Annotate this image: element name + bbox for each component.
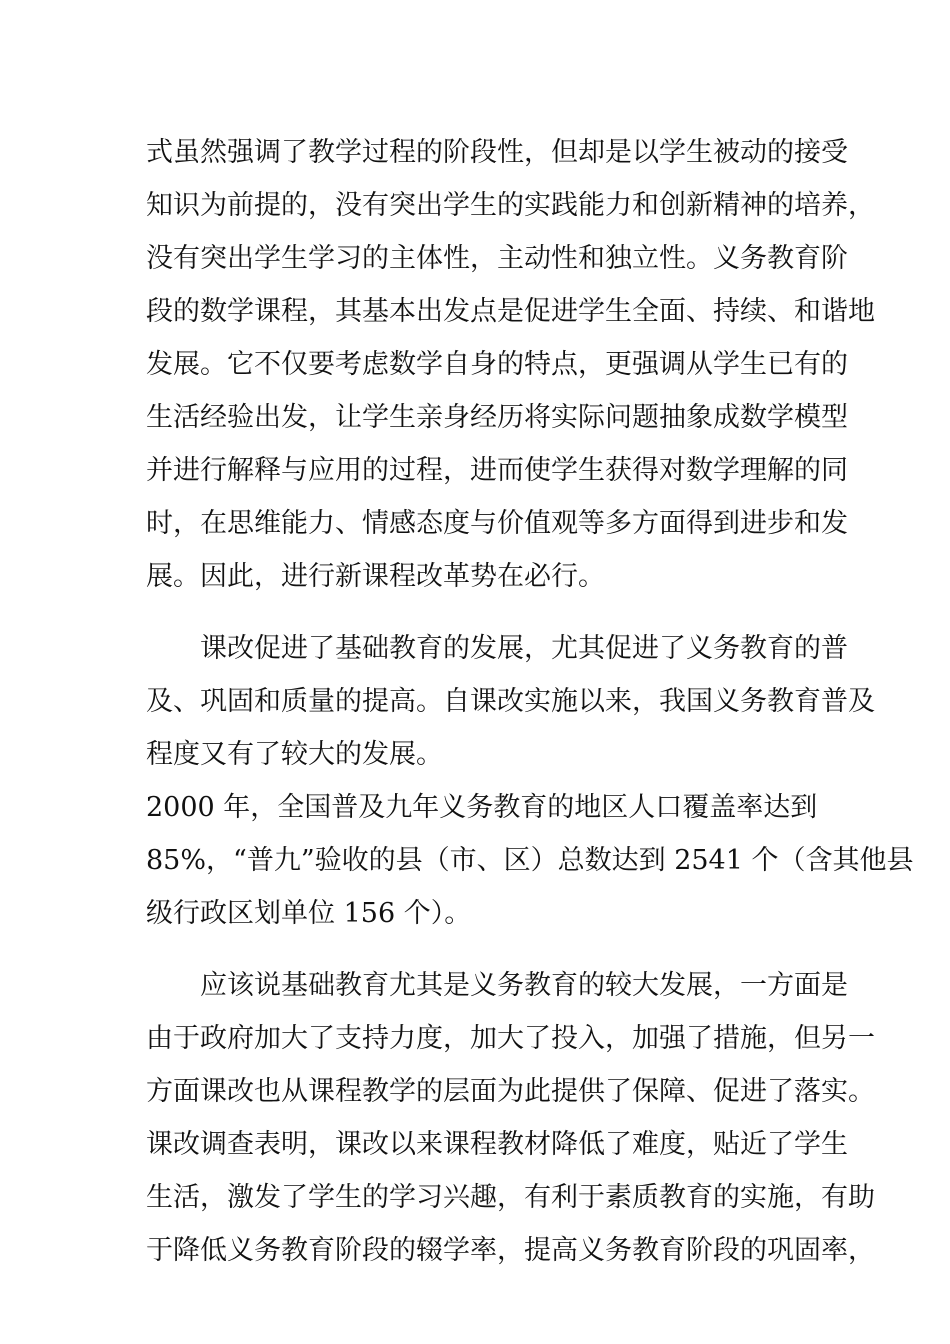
text-line: 及、巩固和质量的提高。自课改实施以来，我国义务教育普及 [146, 686, 875, 717]
paragraph-gap [146, 940, 806, 959]
text-line: 85%，“普九”验收的县（市、区）总数达到 2541 个（含其他县 [146, 845, 914, 876]
paragraph-gap [146, 603, 806, 622]
text-line: 课改调查表明，课改以来课程教材降低了难度，贴近了学生 [146, 1129, 848, 1160]
text-line: 没有突出学生学习的主体性，主动性和独立性。义务教育阶 [146, 243, 848, 274]
text-line: 知识为前提的，没有突出学生的实践能力和创新精神的培养， [146, 190, 875, 221]
paragraph-1 [146, 126, 875, 603]
text-line: 式虽然强调了教学过程的阶段性，但却是以学生被动的接受 [146, 137, 848, 168]
text-line: 方面课改也从课程教学的层面为此提供了保障、促进了落实。 [146, 1076, 875, 1107]
text-line: 级行政区划单位 156 个）。 [146, 898, 472, 929]
text-line: 课改促进了基础教育的发展，尤其促进了义务教育的普 [146, 633, 848, 664]
text-line: 发展。它不仅要考虑数学自身的特点，更强调从学生已有的 [146, 349, 848, 380]
text-line: 程度又有了较大的发展。 [146, 739, 443, 770]
text-line: 并进行解释与应用的过程，进而使学生获得对数学理解的同 [146, 455, 848, 486]
text-line: 生活经验出发，让学生亲身经历将实际问题抽象成数学模型 [146, 402, 848, 433]
text-line: 于降低义务教育阶段的辍学率，提高义务教育阶段的巩固率， [146, 1235, 875, 1266]
text-line: 段的数学课程，其基本出发点是促进学生全面、持续、和谐地 [146, 296, 875, 327]
document-page [146, 126, 914, 1277]
text-line: 2000 年，全国普及九年义务教育的地区人口覆盖率达到 [146, 792, 818, 823]
paragraph-2 [146, 622, 914, 940]
text-line: 展。因此，进行新课程改革势在必行。 [146, 561, 605, 592]
text-line: 生活，激发了学生的学习兴趣，有利于素质教育的实施，有助 [146, 1182, 875, 1213]
text-line: 由于政府加大了支持力度，加大了投入，加强了措施，但另一 [146, 1023, 875, 1054]
text-line: 应该说基础教育尤其是义务教育的较大发展，一方面是 [146, 970, 848, 1001]
text-line: 时，在思维能力、情感态度与价值观等多方面得到进步和发 [146, 508, 848, 539]
paragraph-3 [146, 959, 875, 1277]
